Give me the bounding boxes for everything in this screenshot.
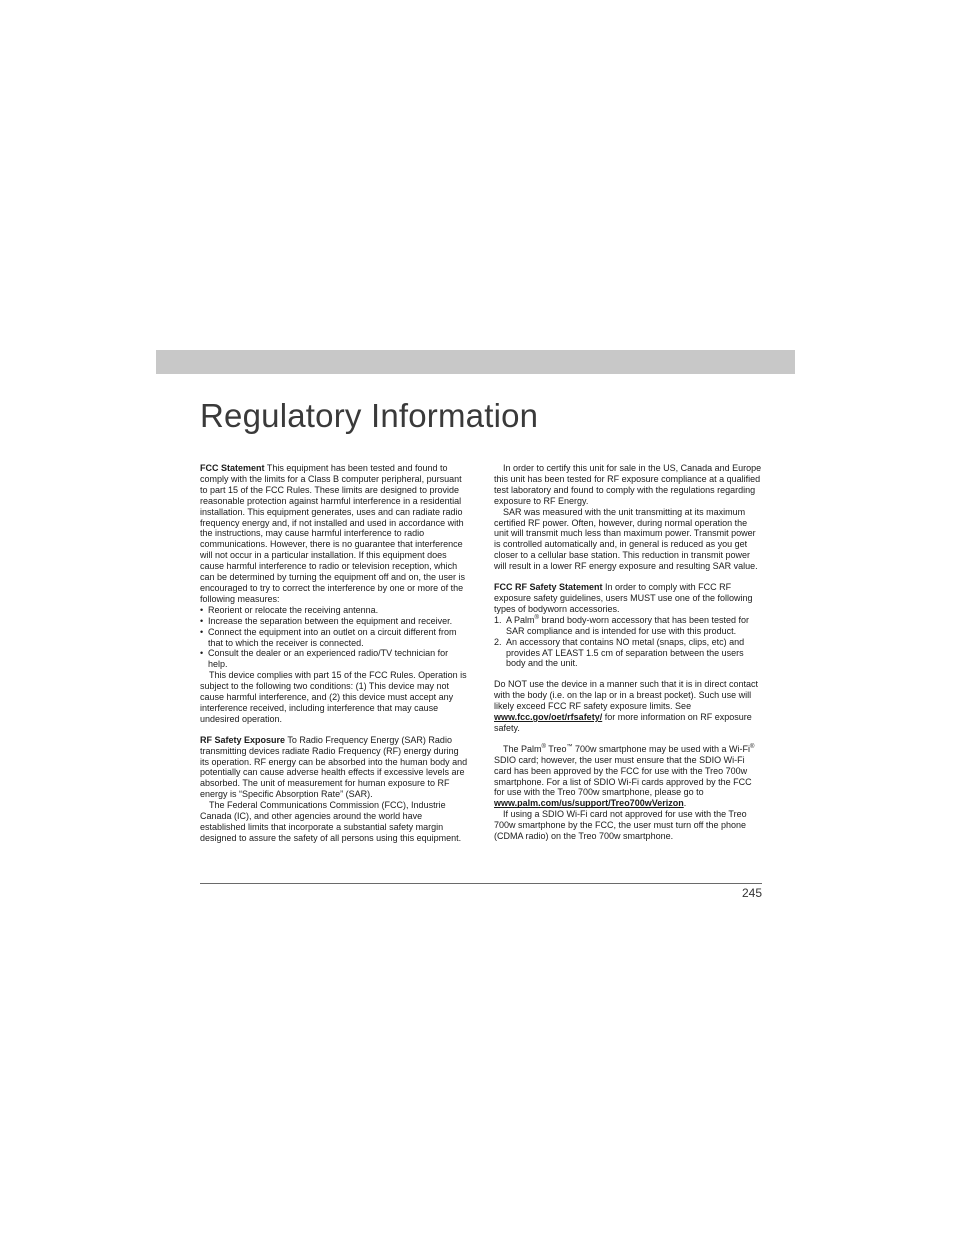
rf-safety-heading: RF Safety Exposure xyxy=(200,734,286,745)
warning-text: Do NOT use the device in a manner such that it is in direct contact with the body (i.e. on the lap or in a breast pocket). Such use will likely exceed FCC RF safety exposure limits. See xyxy=(494,679,758,712)
page-number: 245 xyxy=(741,886,762,900)
fcc-rfsafety-link[interactable]: www.fcc.gov/oet/rfsafety/ xyxy=(494,712,603,723)
registered-mark: ® xyxy=(534,614,539,621)
wifi-text: . xyxy=(683,798,687,809)
fcc-statement-heading: FCC Statement xyxy=(200,463,265,473)
wifi-text: 700w smartphone may be used with a Wi-Fi xyxy=(572,743,751,754)
wifi-text: The Palm xyxy=(503,743,542,754)
footer-rule xyxy=(200,883,762,884)
list-text: brand body-worn accessory that has been tested for SAR compliance and is intended for use with this product. xyxy=(506,614,750,636)
interference-measures-list xyxy=(200,605,468,670)
agencies-paragraph: The Federal Communications Commission (FCC), Industrie Canada (IC), and other agencies around the world have established limits that incorporate a substantial safety margin designed to assure the safety of all persons using this equipment. xyxy=(200,800,462,843)
list-item: • Increase the separation between the equipment and receiver. xyxy=(200,616,468,627)
left-column xyxy=(200,463,468,844)
fcc-rf-paragraph xyxy=(494,582,762,615)
certification-paragraph: In order to certify this unit for sale in the US, Canada and Europe this unit has been tested for RF exposure compliance at a qualified test laboratory and found to comply with the regulations regarding exposure to RF Energy. xyxy=(494,463,762,506)
right-column xyxy=(494,463,762,842)
unapproved-card-paragraph: If using a SDIO Wi-Fi card not approved for use with the Treo 700w smartphone by the FCC, the user must turn off the phone (CDMA radio) on the Treo 700w smartphone. xyxy=(494,809,747,842)
list-text: A Palm xyxy=(506,614,535,625)
fcc-rf-heading: FCC RF Safety Statement xyxy=(494,582,603,593)
trademark-mark: ™ xyxy=(566,743,573,750)
list-number: 2. xyxy=(494,636,502,647)
wifi-paragraph xyxy=(494,744,762,809)
accessory-list xyxy=(494,615,762,670)
list-item: • Connect the equipment into an outlet on a circuit different from that to which the receiver is connected. xyxy=(200,627,468,649)
page-title: Regulatory Information xyxy=(200,397,539,434)
list-text: An accessory that contains NO metal (snaps, clips, etc) and provides AT LEAST 1.5 cm of separation between the users body and the unit. xyxy=(506,636,745,669)
fcc-compliance-paragraph: This device complies with part 15 of the FCC Rules. Operation is subject to the following two conditions: (1) This device may not cause harmful interference, and (2) this device must accept any interference received, including interference that may cause undesired operation. xyxy=(200,670,467,724)
bodyworn-warning-paragraph xyxy=(494,679,762,734)
fcc-statement-intro: This equipment has been tested and found to comply with the limits for a Class B computer peripheral, pursuant to part 15 of the FCC Rules. These limits are designed to provide reasonable protection against harmful interference in a residential installation. This equipment generates, uses and can radiate radio frequency energy and, if not installed and used in accordance with the instructions, may cause harmful interference to radio communications. However, there is no guarantee that interference will not occur in a particular installation. If this equipment does cause harmful interference to radio or television reception, which can be determined by turning the equipment off and on, the user is encouraged to try to correct the interference by one or more of the following measures: xyxy=(200,463,466,604)
list-item xyxy=(494,615,762,637)
rf-safety-paragraph xyxy=(200,735,468,800)
list-item xyxy=(494,637,762,670)
list-item: • Consult the dealer or an experienced radio/TV technician for help. xyxy=(200,648,468,670)
list-number: 1. xyxy=(494,614,502,625)
header-band xyxy=(156,350,795,374)
wifi-text: Treo xyxy=(545,743,567,754)
sar-paragraph: SAR was measured with the unit transmitting at its maximum certified RF power. Often, however, during normal operation the unit will transmit much less than maximum power. Transmit power is controlled automatically and, in general is reduced as you get closer to a cellular base station. This reduction in transmit power will result in a lower RF energy exposure and resulting SAR value. xyxy=(494,506,758,572)
list-item: • Reorient or relocate the receiving antenna. xyxy=(200,605,468,616)
warning-text: for more information on RF exposure safety. xyxy=(494,712,752,733)
registered-mark: ® xyxy=(750,743,755,750)
wifi-text: SDIO card; however, the user must ensure that the SDIO Wi-Fi card has been approved by the FCC for use with the Treo 700w smartphone. For a list of SDIO Wi-Fi cards approved by the FCC for use with the Treo 700w smartphone, please go to xyxy=(494,754,752,798)
registered-mark: ® xyxy=(541,743,546,750)
palm-support-link[interactable]: www.palm.com/us/support/Treo700wVerizon xyxy=(494,798,684,809)
rf-safety-intro: To Radio Frequency Energy (SAR) Radio transmitting devices radiate Radio Frequency (RF) energy during its operation. RF energy can be absorbed into the human body and potentially can cause adverse health effects if excessive levels are absorbed. The unit of measurement for human exposure to RF energy is “Specific Absorption Rate” (SAR). xyxy=(200,734,468,800)
fcc-statement-paragraph xyxy=(200,463,468,605)
fcc-rf-intro: In order to comply with FCC RF exposure safety guidelines, users MUST use one of the following types of bodyworn accessories. xyxy=(494,582,753,614)
